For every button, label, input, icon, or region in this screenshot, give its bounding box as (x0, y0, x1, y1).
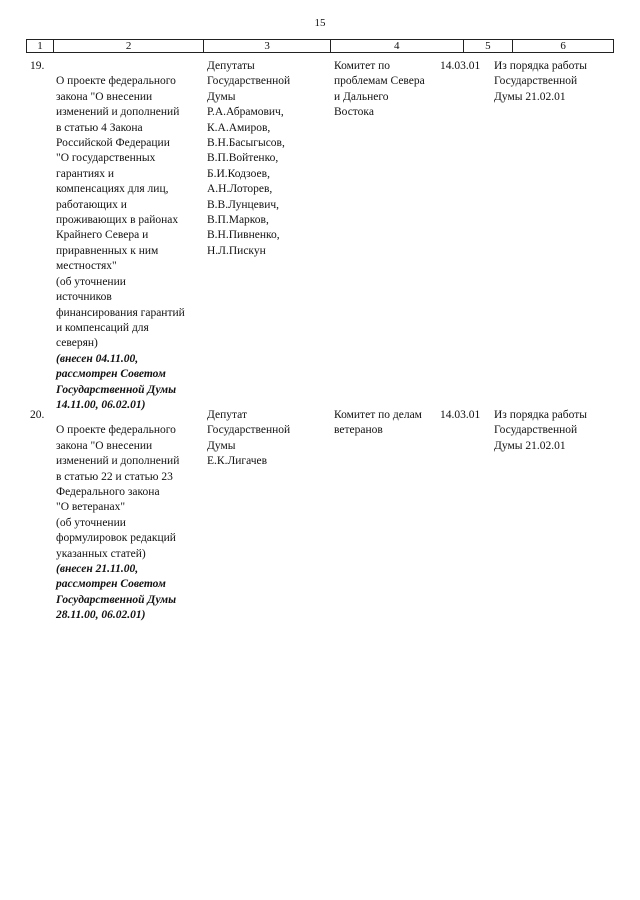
bill-note: (внесен 04.11.00, рассмотрен Советом Государственной Думы 14.11.00, 06.02.01) (56, 352, 177, 411)
header-col-6: 6 (560, 40, 566, 52)
header-col-2: 2 (54, 40, 204, 52)
table-row (26, 408, 614, 622)
table-row (26, 59, 614, 411)
status: Из порядка работы Государственной Думы 21.02.01 (494, 409, 587, 452)
page-number: 15 (314, 17, 326, 29)
bill-authors: Депутат Государственной Думы Е.К.Лигачев (207, 409, 291, 468)
row-number: 19. (30, 60, 45, 72)
header-col-5: 5 (464, 40, 514, 52)
header-col-1: 1 (27, 40, 54, 52)
bill-title: О проекте федерального закона "О внесении изменений и дополнений в статью 22 и статью 23 Федерального закона "О ветеранах" (об уточнении формулировок редакций указанных статей) (56, 424, 180, 560)
committee: Комитет по проблемам Севера и Дальнего Востока (334, 60, 425, 119)
header-col-4: 4 (331, 40, 464, 52)
bill-title-cell (56, 408, 206, 639)
status: Из порядка работы Государственной Думы 21.02.01 (494, 60, 587, 103)
date: 14.03.01 (440, 60, 481, 72)
table-header-row (26, 39, 614, 53)
date: 14.03.01 (440, 409, 481, 421)
bill-title: О проекте федерального закона "О внесении изменений и дополнений в статью 4 Закона Российской Федерации "О государственных гарантиях и компенсациях для лиц, работающих и проживающих в районах Крайнего Севера и приравненных к ним местностях" (об уточнении источников финансирования гарантий и компенсаций для северян) (56, 75, 185, 350)
header-col-3: 3 (204, 40, 331, 52)
bill-authors: Депутаты Государственной Думы Р.А.Абрамович, К.А.Амиров, В.Н.Басыгысов, В.П.Войтенко, Б.И.Кодзоев, А.Н.Лоторев, В.В.Лунцевич, В.П.Марков, В.Н.Пивненко, Н.Л.Пискун (207, 60, 291, 257)
row-number: 20. (30, 409, 45, 421)
bill-title-cell (56, 59, 206, 429)
committee: Комитет по делам ветеранов (334, 409, 422, 437)
bill-note: (внесен 21.11.00, рассмотрен Советом Государственной Думы 28.11.00, 06.02.01) (56, 563, 177, 622)
